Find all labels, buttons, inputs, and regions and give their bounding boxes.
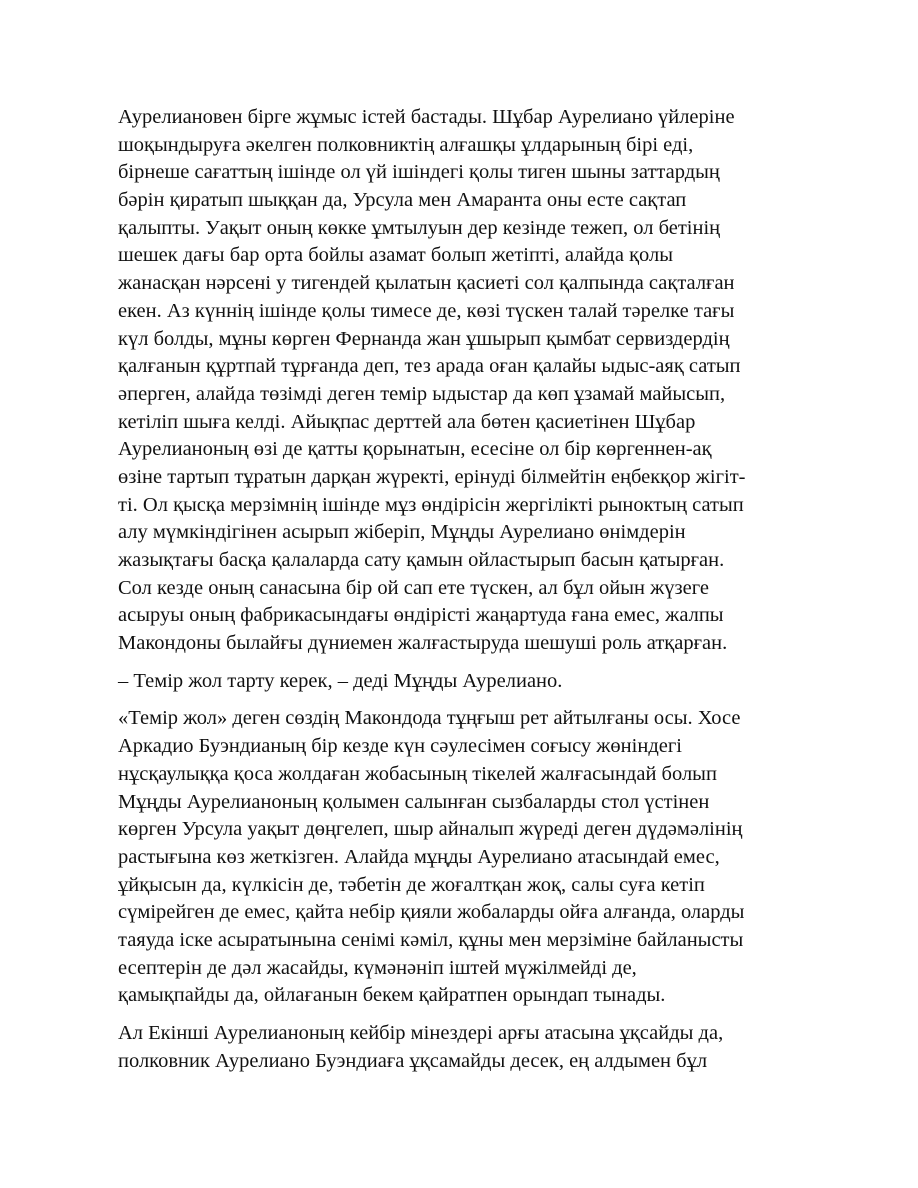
text-line: ті. Ол қысқа мерзімнің ішінде мұз өндірісін жергілікті рыноктың сатып — [118, 493, 744, 516]
text-line: Макондоны былайғы дүниемен жалғастыруда шешуші роль атқарған. — [118, 632, 728, 655]
text-line: шешек дағы бар орта бойлы азамат болып жетіпті, алайда қолы — [118, 244, 674, 267]
text-line: әперген, алайда төзімді деген темір ыдыстар да көп ұзамай майысып, — [118, 382, 726, 405]
text-line: бәрін қиратып шыққан да, Урсула мен Амаранта оны есте сақтап — [118, 189, 687, 212]
text-line: бірнеше сағаттың ішінде ол үй ішіндегі қолы тиген шыны заттардың — [118, 161, 720, 184]
text-line: жазықтағы басқа қалаларда сату қамын ойластырып басын қатырған. — [118, 549, 725, 571]
text-line: сүмірейген де емес, қайта небір қияли жобаларды ойға алғанда, оларды — [118, 901, 745, 924]
text-line: Аурелианоның өзі де қатты қорынатын, есесіне ол бір көргеннен-ақ — [118, 438, 712, 461]
text-line: шоқындыруға әкелген полковниктің алғашқы ұлдарының бірі еді, — [118, 133, 694, 156]
text-line: Аурелиановен бірге жұмыс істей бастады. Шұбар Аурелиано үйлеріне — [118, 106, 735, 128]
text-line: полковник Аурелиано Буэндиаға ұқсамайды десек, ең алдымен бұл — [118, 1049, 708, 1072]
text-line: кетіліп шыға келді. Айықпас дерттей ала бөтен қасиетінен Шұбар — [118, 410, 696, 433]
text-line: көрген Урсула уақыт дөңгелеп, шыр айналып жүреді деген дүдәмәлінің — [118, 818, 743, 841]
text-line: «Темір жол» деген сөздің Макондода тұңғыш рет айтылғаны осы. Хосе — [118, 707, 741, 730]
body-text — [118, 104, 808, 1085]
text-line: Аркадио Буэндианың бір кезде күн сәулесімен соғысу жөніндегі — [118, 735, 682, 758]
text-line: қалғанын құртпай тұрғанда деп, тез арада оған қалайы ыдыс-аяқ сатып — [118, 355, 741, 378]
text-line: қалыпты. Уақыт оның көкке ұмтылуын дер кезінде тежеп, ол бетінің — [118, 216, 721, 239]
text-line: өзіне тартып тұратын дарқан жүректі, ерінуді білмейтін еңбекқор жігіт- — [118, 465, 746, 488]
paragraph-2 — [118, 668, 808, 696]
text-line: ұйқысын да, күлкісін де, тәбетін де жоғалтқан жоқ, салы суға кетіп — [118, 873, 705, 896]
text-line: есептерін де дәл жасайды, күмәнәніп іштей мүжілмейді де, — [118, 956, 637, 979]
text-line: қамықпайды да, ойлағанын бекем қайратпен орындап тынады. — [118, 984, 666, 1007]
text-line: асыруы оның фабрикасындағы өндірісті жаңартуда ғана емес, жалпы — [118, 604, 724, 627]
dialogue-line: – Темір жол тарту керек, – деді Мұңды Аурелиано. — [118, 669, 563, 692]
text-line: растығына көз жеткізген. Алайда мұңды Аурелиано атасындай емес, — [118, 845, 720, 868]
paragraph-4 — [118, 1020, 808, 1075]
text-line: нұсқаулыққа қоса жолдаған жобасының тікелей жалғасындай болып — [118, 762, 717, 785]
paragraph-3 — [118, 705, 808, 1010]
text-line: жанасқан нәрсені у тигендей қылатын қасиеті сол қалпында сақталған — [118, 272, 735, 295]
text-line: Ал Екінші Аурелианоның кейбір мінездері арғы атасына ұқсайды да, — [118, 1022, 724, 1044]
text-line: таяуда іске асыратынына сенімі кәміл, құны мен мерзіміне байланысты — [118, 928, 744, 951]
text-line: Сол кезде оның санасына бір ой сап ете түскен, ал бұл ойын жүзеге — [118, 576, 709, 599]
paragraph-1 — [118, 104, 808, 658]
text-line: Мұңды Аурелианоның қолымен салынған сызбаларды стол үстінен — [118, 790, 710, 813]
text-line: күл болды, мұны көрген Фернанда жан ұшырып қымбат сервиздердің — [118, 327, 730, 350]
text-line: екен. Аз күннің ішінде қолы тимесе де, көзі түскен талай тәрелке тағы — [118, 299, 735, 322]
text-line: алу мүмкіндігінен асырып жіберіп, Мұңды Аурелиано өнімдерін — [118, 521, 686, 544]
